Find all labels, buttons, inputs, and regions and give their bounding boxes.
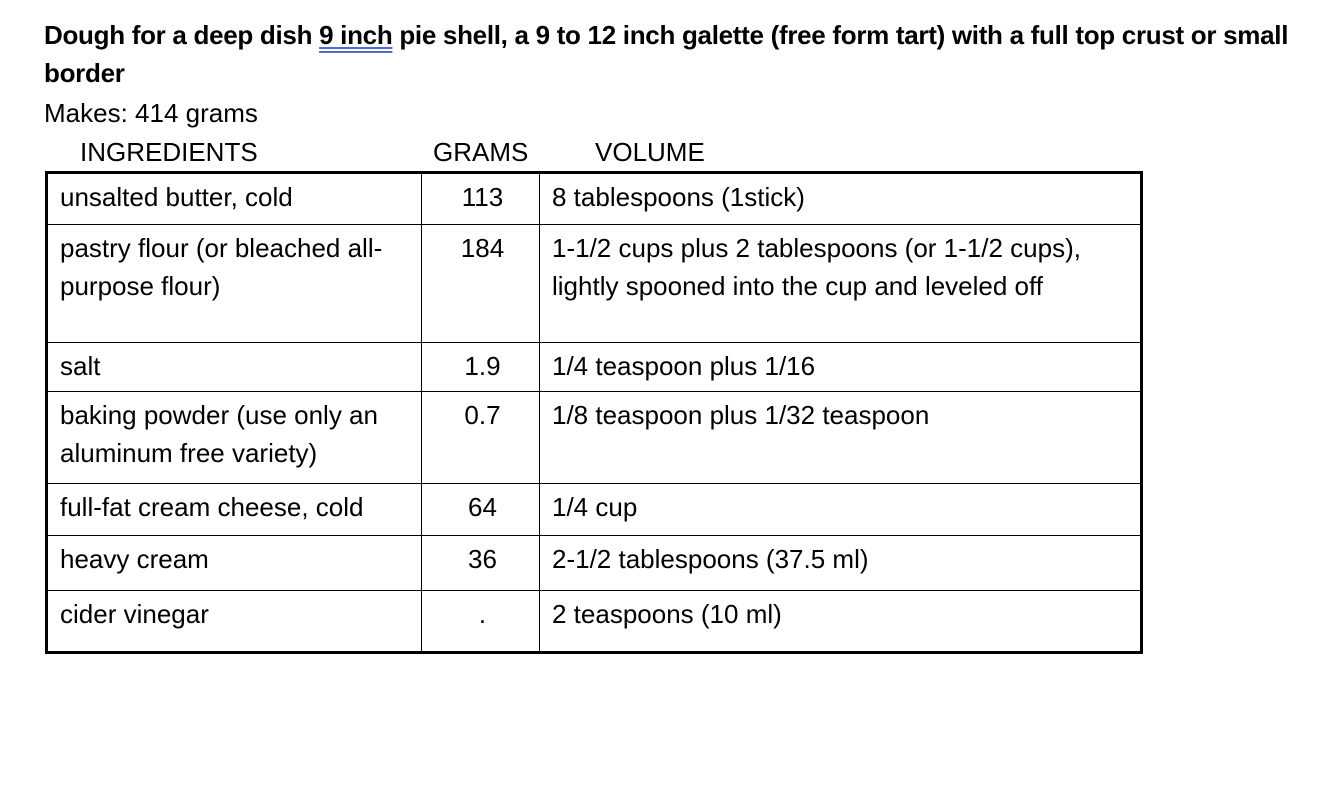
volume-cell: 2-1/2 tablespoons (37.5 ml) — [540, 536, 1142, 591]
volume-cell: 1/8 teaspoon plus 1/32 teaspoon — [540, 392, 1142, 484]
ingredient-cell: cider vinegar — [47, 591, 422, 653]
ingredients-table — [45, 171, 1143, 654]
grams-cell: 1.9 — [422, 343, 540, 392]
column-header-grams: GRAMS — [433, 137, 529, 167]
volume-cell: 8 tablespoons (1stick) — [540, 173, 1142, 225]
table-row — [47, 484, 1142, 536]
yield-text: Makes: 414 grams — [44, 98, 258, 128]
column-header-volume: VOLUME — [595, 137, 705, 167]
title-text-after: pie shell, a 9 to 12 inch galette (free form tart) with a full top crust or small border — [44, 20, 1289, 88]
ingredient-cell: baking powder (use only an aluminum free variety) — [47, 392, 422, 484]
volume-cell: 2 teaspoons (10 ml) — [540, 591, 1142, 653]
table-row — [47, 173, 1142, 225]
table-row — [47, 536, 1142, 591]
ingredient-cell: pastry flour (or bleached all-purpose flour) — [47, 225, 422, 343]
recipe-title — [44, 16, 1334, 92]
volume-cell: 1/4 cup — [540, 484, 1142, 536]
table-row — [47, 225, 1142, 343]
title-underlined-text: 9 inch — [319, 20, 393, 50]
grams-cell: 0.7 — [422, 392, 540, 484]
ingredient-cell: unsalted butter, cold — [47, 173, 422, 225]
title-text-before: Dough for a deep dish — [44, 20, 320, 50]
table-row — [47, 591, 1142, 653]
grams-cell: 113 — [422, 173, 540, 225]
table-row — [47, 392, 1142, 484]
ingredient-cell: heavy cream — [47, 536, 422, 591]
column-header-ingredients: INGREDIENTS — [80, 137, 258, 167]
table-row — [47, 343, 1142, 392]
volume-cell: 1/4 teaspoon plus 1/16 — [540, 343, 1142, 392]
ingredient-cell: salt — [47, 343, 422, 392]
grams-cell: 36 — [422, 536, 540, 591]
grams-cell: . — [422, 591, 540, 653]
grams-cell: 64 — [422, 484, 540, 536]
volume-cell: 1-1/2 cups plus 2 tablespoons (or 1-1/2 cups), lightly spooned into the cup and leveled off — [540, 225, 1142, 343]
grams-cell: 184 — [422, 225, 540, 343]
ingredient-cell: full-fat cream cheese, cold — [47, 484, 422, 536]
